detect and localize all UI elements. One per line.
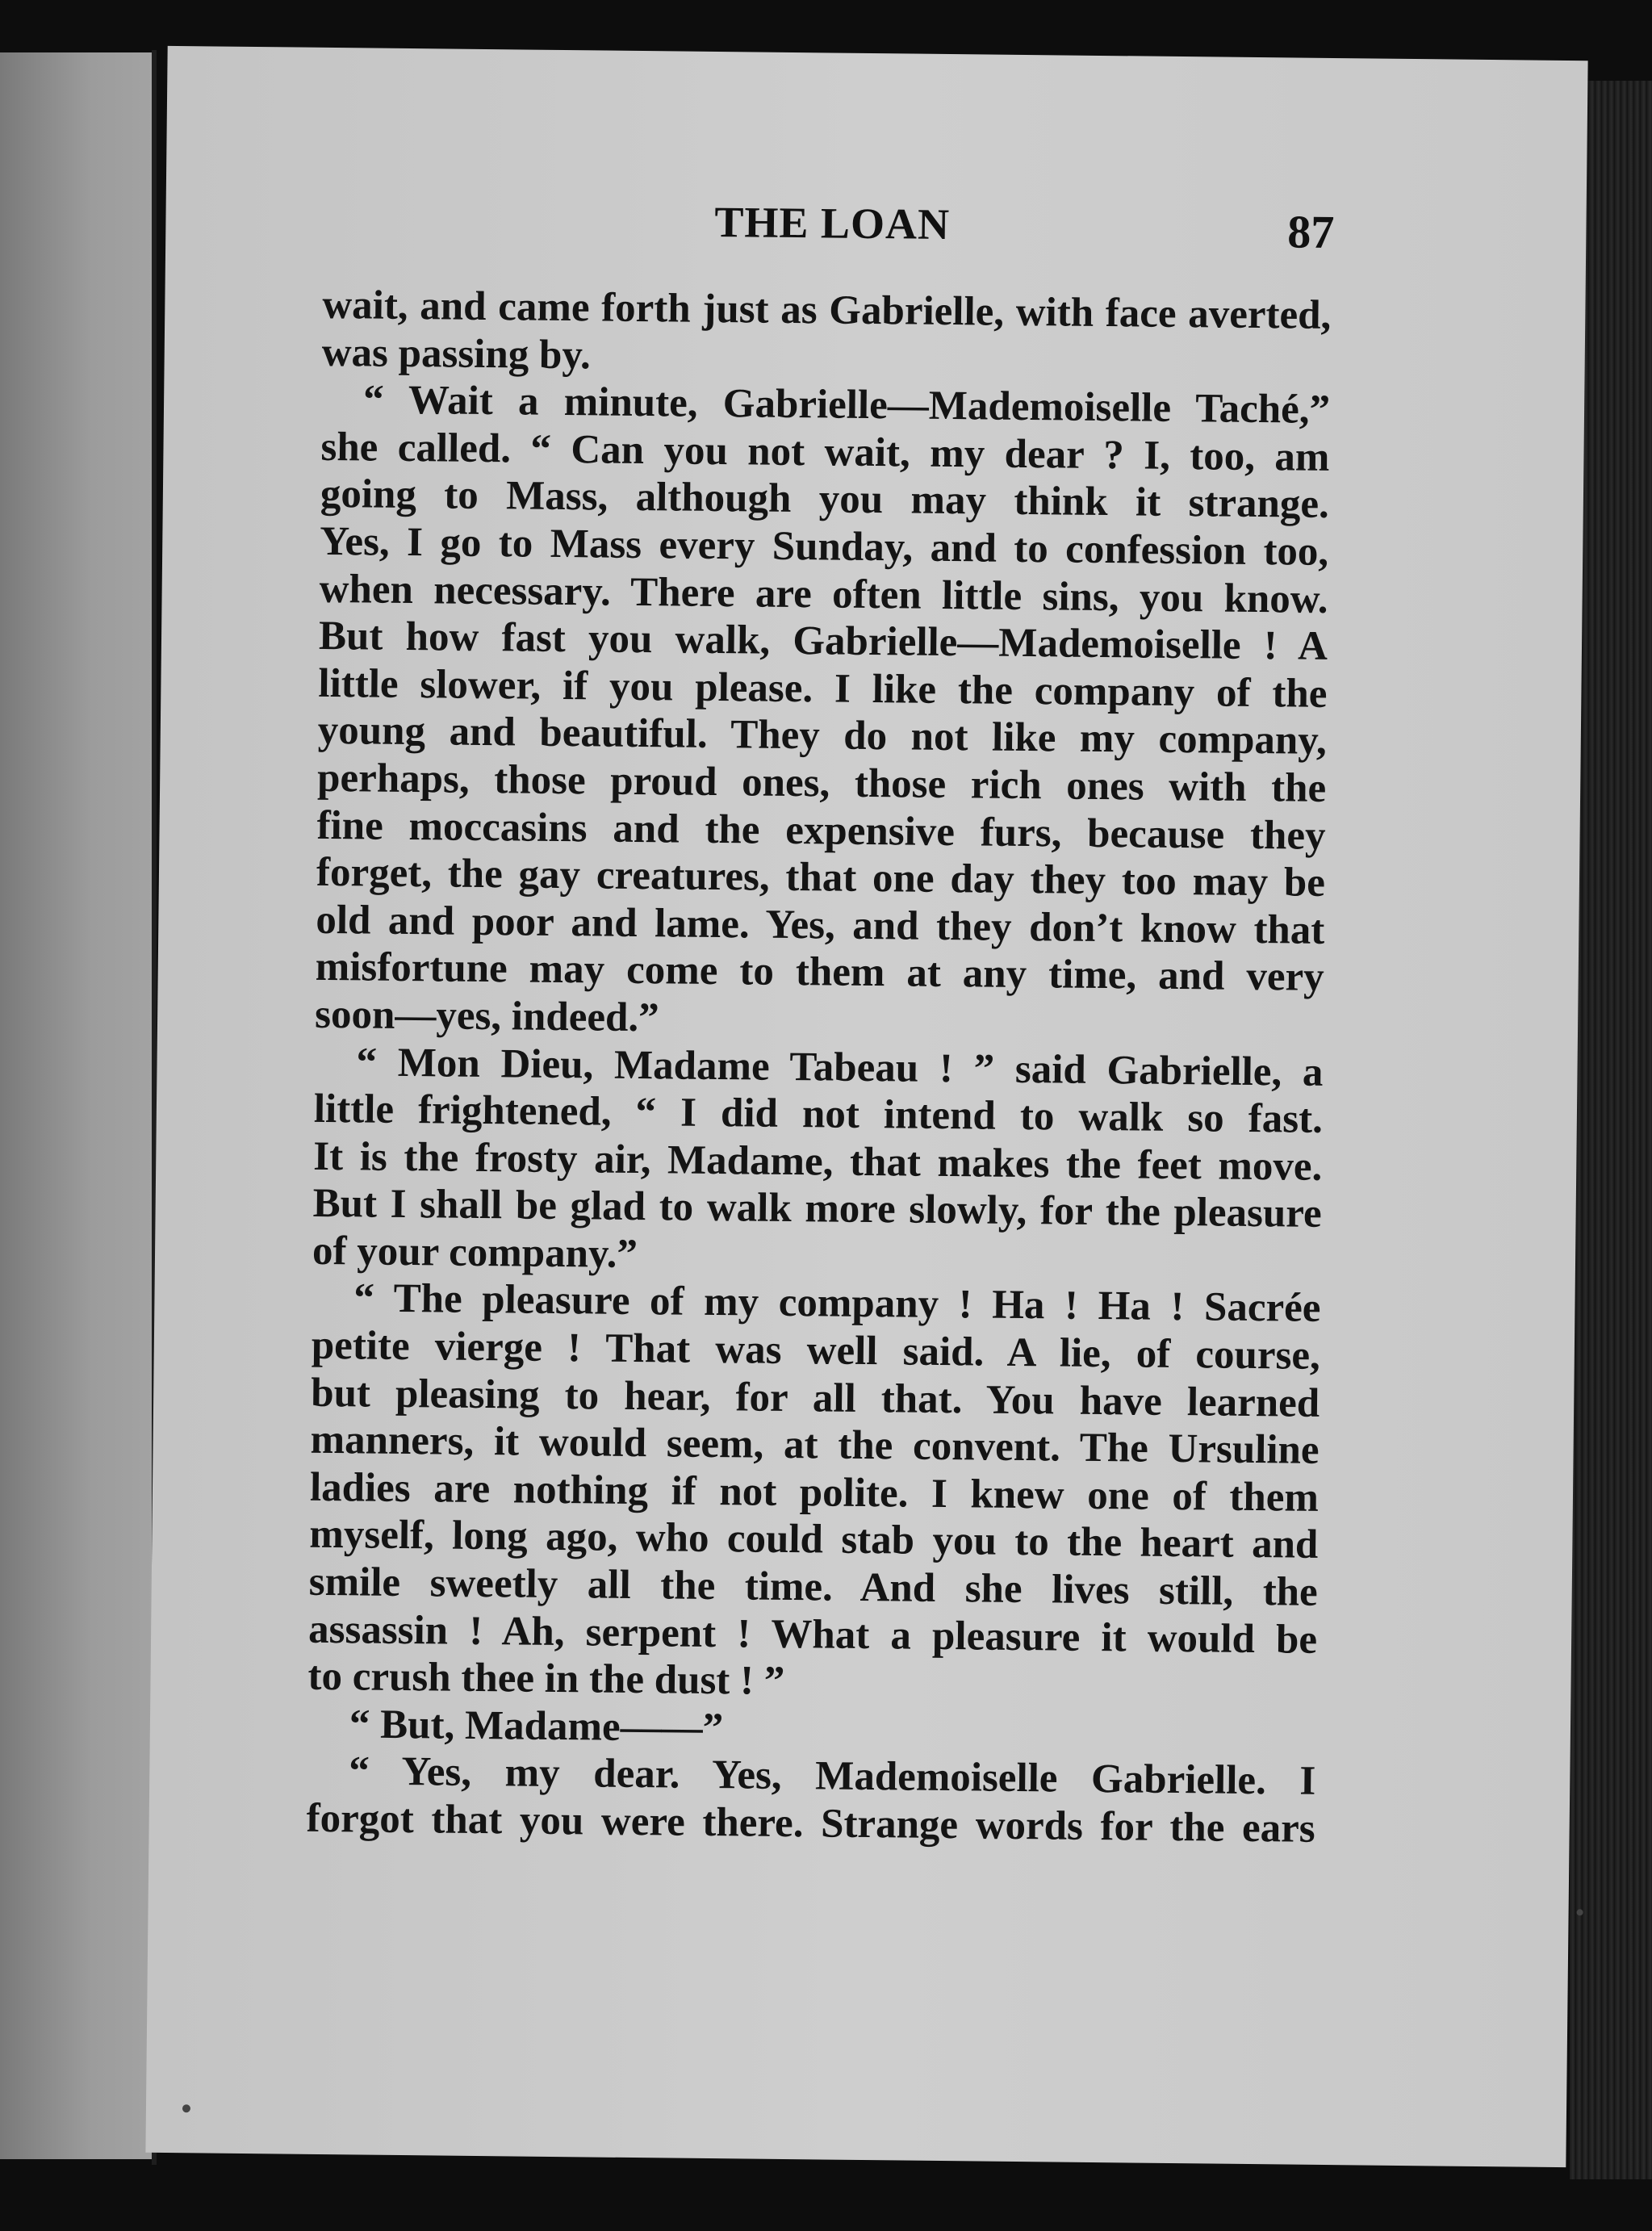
text-line: wait, and came forth just as Gabrielle, with face averted, xyxy=(322,282,1332,338)
text-line: smile sweetly all the time. And she lives still, the xyxy=(308,1559,1319,1615)
page-number: 87 xyxy=(1287,205,1335,259)
dust-speck xyxy=(1577,1909,1583,1915)
facing-page-edge xyxy=(0,52,153,2159)
text-line: “ Mon Dieu, Madame Tabeau ! ” said Gabrielle, a xyxy=(356,1039,1324,1095)
text-line: But I shall be glad to walk more slowly, for the pleasure xyxy=(312,1181,1322,1237)
text-line: was passing by. xyxy=(321,329,592,378)
text-line: of your company.” xyxy=(312,1228,638,1277)
text-line: soon—yes, indeed.” xyxy=(314,991,659,1041)
text-line: perhaps, those proud ones, those rich ones with the xyxy=(316,755,1327,811)
text-line: misfortune may come to them at any time, and very xyxy=(315,944,1324,1001)
text-line: manners, it would seem, at the convent. The Ursuline xyxy=(310,1417,1320,1474)
text-line: It is the frosty air, Madame, that makes the feet move. xyxy=(313,1133,1323,1190)
text-line: forgot that you were there. Strange words for the ears xyxy=(306,1795,1315,1852)
book-page xyxy=(145,46,1587,2167)
body-text xyxy=(306,282,1331,1853)
text-line: little slower, if you please. I like the company of the xyxy=(318,660,1328,717)
text-line: fine moccasins and the expensive furs, because they xyxy=(316,802,1326,859)
text-line: “ Yes, my dear. Yes, Mademoiselle Gabrielle. I xyxy=(349,1748,1316,1805)
running-title: THE LOAN xyxy=(714,197,951,249)
text-line: “ But, Madame——” xyxy=(349,1702,724,1751)
text-line: myself, long ago, who could stab you to the heart and xyxy=(309,1512,1319,1568)
text-line: assassin ! Ah, serpent ! What a pleasure it would be xyxy=(307,1606,1318,1663)
text-line: little frightened, “ I did not intend to walk so fast. xyxy=(313,1086,1324,1143)
text-line: But how fast you walk, Gabrielle—Mademoiselle ! A xyxy=(318,613,1328,670)
text-line: “ The pleasure of my company ! Ha ! Ha ! Sacrée xyxy=(353,1275,1321,1332)
text-line: old and poor and lame. Yes, and they don’t know that xyxy=(316,897,1325,953)
dust-speck xyxy=(182,2104,190,2112)
text-line: young and beautiful. They do not like my company, xyxy=(317,708,1328,764)
text-line: but pleasing to hear, for all that. You have learned xyxy=(310,1370,1320,1426)
text-line: when necessary. There are often little sins, you know. xyxy=(319,566,1328,622)
text-line: petite vierge ! That was well said. A lie, of course, xyxy=(311,1322,1321,1379)
text-line: forget, the gay creatures, that one day they too may be xyxy=(316,849,1326,906)
text-line: she called. “ Can you not wait, my dear ? I, too, am xyxy=(320,424,1330,480)
text-line: “ Wait a minute, Gabrielle—Mademoiselle Taché,” xyxy=(362,377,1331,433)
text-line: ladies are nothing if not polite. I knew one of them xyxy=(309,1464,1320,1521)
text-line: to crush thee in the dust ! ” xyxy=(307,1654,785,1705)
text-line: going to Mass, although you may think it strange. xyxy=(320,471,1330,528)
text-line: Yes, I go to Mass every Sunday, and to confession too, xyxy=(320,518,1329,575)
running-head xyxy=(166,191,1587,259)
